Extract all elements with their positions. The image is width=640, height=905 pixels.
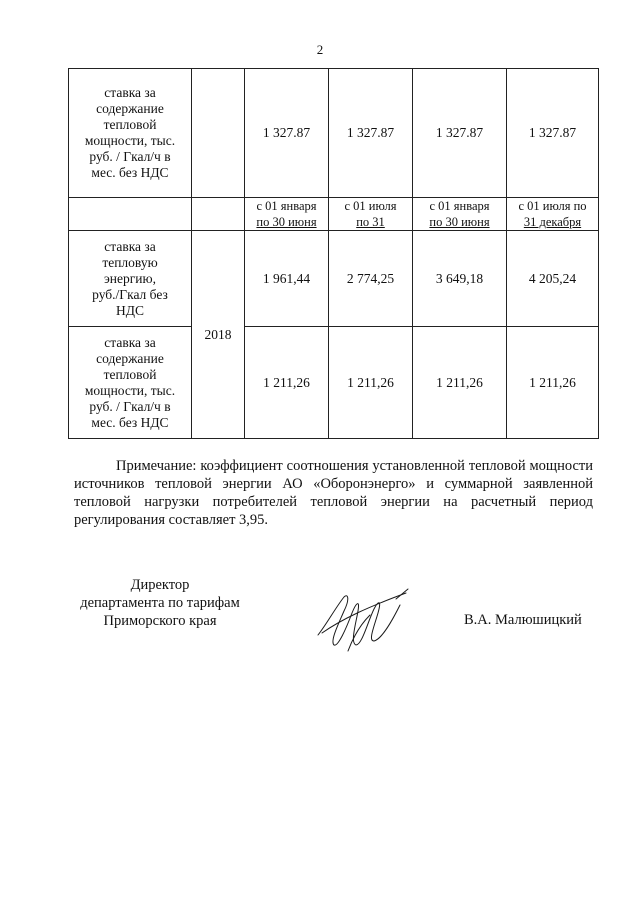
empty-cell bbox=[192, 198, 245, 231]
period-cell: с 01 июля по 31 bbox=[329, 198, 413, 231]
tariff-table bbox=[68, 68, 599, 439]
table-row bbox=[69, 327, 599, 439]
value-cell: 1 211,26 bbox=[413, 327, 507, 439]
page-number: 2 bbox=[316, 42, 324, 57]
period-cell: с 01 июля по 31 декабря bbox=[507, 198, 599, 231]
empty-cell bbox=[69, 198, 192, 231]
value-cell: 1 211,26 bbox=[329, 327, 413, 439]
value-cell: 1 961,44 bbox=[245, 231, 329, 327]
period-header-row bbox=[69, 198, 599, 231]
signatory-name: В.А. Малюшицкий bbox=[464, 612, 582, 628]
row-label: ставка за содержание тепловой мощности, тыс. руб. / Гкал/ч в мес. без НДС bbox=[69, 327, 192, 439]
value-cell: 1 327.87 bbox=[329, 69, 413, 198]
value-cell: 1 327.87 bbox=[507, 69, 599, 198]
value-cell: 1 211,26 bbox=[245, 327, 329, 439]
year-cell-empty bbox=[192, 69, 245, 198]
value-cell: 1 211,26 bbox=[507, 327, 599, 439]
row-label: ставка за содержание тепловой мощности, тыс. руб. / Гкал/ч в мес. без НДС bbox=[69, 69, 192, 198]
table-row bbox=[69, 69, 599, 198]
table-row bbox=[69, 231, 599, 327]
row-label: ставка за тепловую энергию, руб./Гкал без НДС bbox=[69, 231, 192, 327]
value-cell: 3 649,18 bbox=[413, 231, 507, 327]
signatory-position: Директор департамента по тарифам Приморского края bbox=[80, 577, 240, 629]
value-cell: 2 774,25 bbox=[329, 231, 413, 327]
value-cell: 1 327.87 bbox=[413, 69, 507, 198]
value-cell: 4 205,24 bbox=[507, 231, 599, 327]
note-paragraph: Примечание: коэффициент соотношения установленной тепловой мощности источников тепловой энергии АО «Оборонэнерго» и суммарной заявленной тепловой нагрузки потребителей тепловой энергии на расчетный период регулирования составляет 3,95. bbox=[74, 458, 593, 528]
value-cell: 1 327.87 bbox=[245, 69, 329, 198]
year-cell: 2018 bbox=[192, 231, 245, 439]
period-cell: с 01 января по 30 июня bbox=[245, 198, 329, 231]
period-cell: с 01 января по 30 июня bbox=[413, 198, 507, 231]
handwritten-signature bbox=[312, 585, 412, 657]
